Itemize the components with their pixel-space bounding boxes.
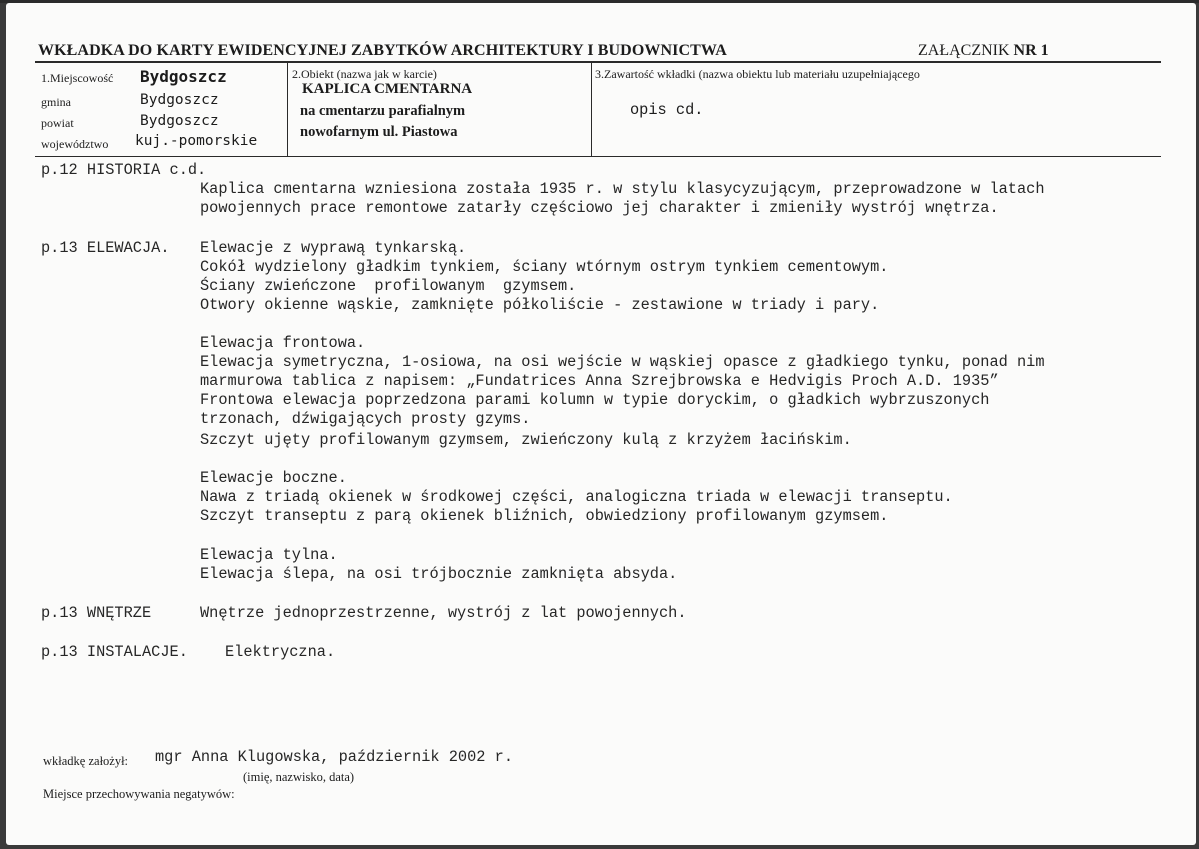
object-label: 2.Obiekt (nazwa jak w karcie)	[292, 67, 437, 81]
section-label-history: p.12 HISTORIA c.d.	[41, 161, 207, 179]
history-line-1: Kaplica cmentarna wzniesiona została 1935 r. w stylu klasycyzującym, przeprowadzone w latach	[200, 180, 1045, 198]
column-divider-2	[591, 62, 592, 157]
front-elevation-heading: Elewacja frontowa.	[200, 334, 366, 352]
section-label-interior: p.13 WNĘTRZE	[41, 604, 152, 622]
record-sheet	[6, 3, 1196, 845]
front-elevation-line-5: Szczyt ujęty profilowanym gzymsem, zwieńczony kulą z krzyżem łacińskim.	[200, 431, 852, 449]
voivodeship-value: kuj.-pomorskie	[135, 133, 258, 149]
front-elevation-line-4: trzonach, dźwigających prosty gzyms.	[200, 410, 531, 428]
gmina-label: gmina	[41, 95, 71, 109]
contents-label: 3.Zawartość wkładki (nazwa obiektu lub materiału uzupełniającego	[595, 67, 920, 81]
gmina-value: Bydgoszcz	[140, 92, 219, 108]
front-elevation-line-2: marmurowa tablica z napisem: „Fundatrices Anna Szrejbrowska e Hedvigis Proch A.D. 1935”	[200, 372, 999, 390]
elevation-line-2: Cokół wydzielony gładkim tynkiem, ściany wtórnym ostrym tynkiem cementowym.	[200, 258, 889, 276]
column-divider-1	[287, 62, 288, 157]
rear-elevation-heading: Elewacja tylna.	[200, 546, 338, 564]
elevation-line-1: Elewacje z wyprawą tynkarską.	[200, 239, 467, 257]
elevation-line-4: Otwory okienne wąskie, zamknięte półkoliście - zestawione w triady i pary.	[200, 296, 880, 314]
header-rule	[35, 61, 1161, 63]
section-label-installations: p.13 INSTALACJE.	[41, 643, 188, 661]
front-elevation-line-1: Elewacja symetryczna, 1-osiowa, na osi wejście w wąskiej opasce z gładkiego tynku, ponad nim	[200, 353, 1045, 371]
object-name-line1: KAPLICA CMENTARNA	[302, 81, 473, 97]
history-line-2: powojennych prace remontowe zatarły częściowo jej charakter i zmieniły wystrój wnętrza.	[200, 199, 999, 217]
rear-elevation-line-1: Elewacja ślepa, na osi trójbocznie zamknięta absyda.	[200, 565, 678, 583]
author-label: wkładkę założył:	[43, 754, 129, 768]
voivodeship-label: województwo	[41, 137, 109, 151]
elevation-line-3: Ściany zwieńczone profilowanym gzymsem.	[200, 277, 577, 295]
contents-value: opis cd.	[630, 101, 704, 119]
front-elevation-line-3: Frontowa elewacja poprzedzona parami kolumn w typie doryckim, o gładkich wybrzuszonych	[200, 391, 990, 409]
negatives-label: Miejsce przechowywania negatywów:	[43, 787, 235, 801]
author-hint: (imię, nazwisko, data)	[243, 770, 355, 784]
object-name-line2: na cmentarzu parafialnym	[300, 103, 466, 119]
annex-label	[918, 42, 1049, 60]
table-bottom-rule	[35, 156, 1161, 157]
side-elevation-line-1: Nawa z triadą okienek w środkowej części, analogiczna triada w elewacji transeptu.	[200, 488, 953, 506]
author-value: mgr Anna Klugowska, październik 2002 r.	[155, 748, 514, 766]
side-elevation-line-2: Szczyt transeptu z parą okienek bliźnich, obwiedziony profilowanym gzymsem.	[200, 507, 889, 525]
place-value: Bydgoszcz	[140, 67, 227, 86]
place-label: 1.Miejscowość	[41, 71, 114, 85]
powiat-value: Bydgoszcz	[140, 113, 219, 129]
side-elevation-heading: Elewacje boczne.	[200, 469, 347, 487]
object-name-line3: nowofarnym ul. Piastowa	[300, 124, 458, 140]
form-title: WKŁADKA DO KARTY EWIDENCYJNEJ ZABYTKÓW ARCHITEKTURY I BUDOWNICTWA	[38, 42, 727, 59]
annex-number: NR 1	[1013, 42, 1049, 59]
installations-line-1: Elektryczna.	[225, 643, 336, 661]
annex-label-text: ZAŁĄCZNIK	[918, 42, 1010, 59]
interior-line-1: Wnętrze jednoprzestrzenne, wystrój z lat powojennych.	[200, 604, 687, 622]
section-label-elevation: p.13 ELEWACJA.	[41, 239, 170, 257]
powiat-label: powiat	[41, 116, 74, 130]
